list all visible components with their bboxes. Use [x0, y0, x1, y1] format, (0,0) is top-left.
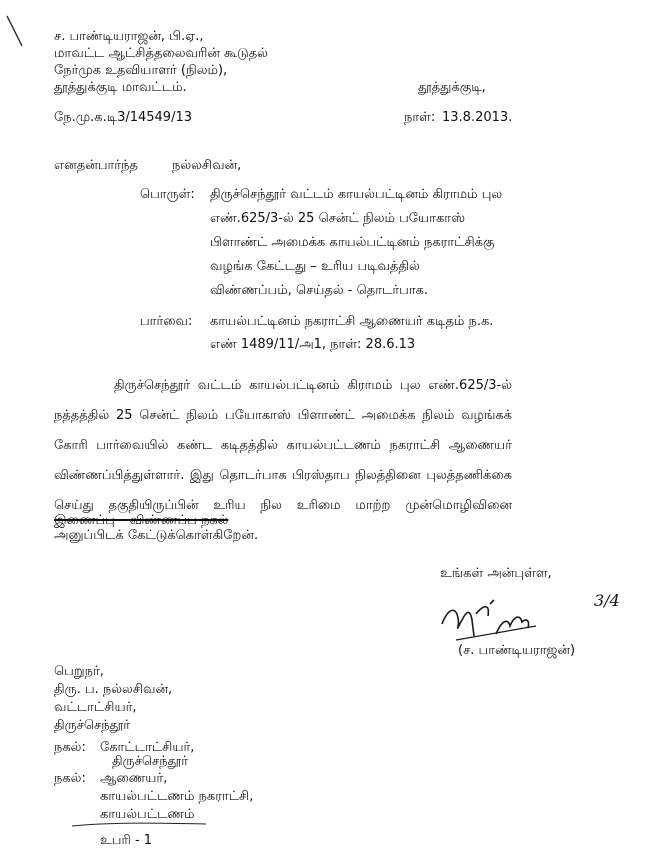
copy-line: கோட்டாட்சியர்,: [100, 740, 195, 755]
sender-name: ச. பாண்டியராஜன், பி.ஏ.,: [54, 29, 204, 44]
reference-line: எண் 1489/11/அ1, நாள்: 28.6.13: [210, 337, 416, 352]
addressee-line: திரு. ப. நல்லசிவன்,: [54, 682, 173, 697]
copy-label: நகல்:: [54, 771, 86, 786]
corner-mark: [4, 14, 28, 50]
signature: [436, 590, 556, 650]
enclosure-note: இணைப்பு – விண்ணப்ப நகல்: [54, 513, 229, 528]
sender-district: தூத்துக்குடி மாவட்டம்.: [54, 80, 187, 95]
footer-copies: உபரி - 1: [100, 833, 153, 848]
copy-label: நகல்:: [54, 740, 86, 755]
underline-stroke: [70, 820, 210, 830]
subject-line: விண்ணப்பம், செய்தல் - தொடர்பாக.: [210, 283, 429, 298]
signature-note: 3/4: [594, 591, 620, 610]
date-value: 13.8.2013.: [442, 110, 513, 125]
copy-line: காயல்பட்டணம்: [100, 807, 195, 822]
recipient-name: நல்லசிவன்,: [172, 158, 242, 173]
copy-line: திருச்செந்தூர்: [112, 754, 189, 769]
addressee-line: வட்டாட்சியர்,: [54, 700, 137, 715]
salutation: எனதன்பார்ந்த: [54, 158, 138, 173]
subject-line: பிளாண்ட் அமைக்க காயல்பட்டினம் நகராட்சிக்கு: [210, 235, 495, 250]
closing: உங்கள் அன்புள்ள,: [440, 566, 552, 581]
subject-line: வழங்க கேட்டது – உரிய படிவத்தில்: [210, 259, 420, 274]
subject-label: பொருள்:: [140, 187, 195, 202]
addressee-line: திருச்செந்தூர்: [54, 718, 131, 733]
body-paragraph: திருச்செந்தூர் வட்டம் காயல்பட்டினம் கிராமம் புல எண்.625/3-ல் நத்தத்தில் 25 சென்ட் நிலம் பயோகாஸ் பிளாண்ட் அமைக்க நிலம் வழங்கக் கோரி பார்வையில் கண்ட கடிதத்தில் காயல்பட்டணம் நகராட்சி ஆணையர் விண்ணப்பித்துள்ளார். இது தொடர்பாக பிரஸ்தாப நிலத்தினை புலத்தணிக்கை செய்து தகுதியிருப்பின் உரிய நில உரிமை மாற்ற முன்மொழிவினை அனுப்பிடக் கேட்டுக்கொள்கிறேன்.: [54, 378, 512, 543]
subject-line: எண்.625/3-ல் 25 சென்ட் நிலம் பயோகாஸ்: [210, 211, 466, 226]
signatory-name: (ச. பாண்டியராஜன்): [458, 643, 576, 658]
place: தூத்துக்குடி,: [418, 80, 486, 95]
reference-line: காயல்பட்டினம் நகராட்சி ஆணையர் கடிதம் ந.க.: [210, 314, 494, 329]
copy-line: காயல்பட்டணம் நகராட்சி,: [100, 789, 254, 804]
sender-title-2: நேர்முக உதவியாளர் (நிலம்),: [54, 63, 228, 78]
sender-title-1: மாவட்ட ஆட்சித்தலைவரின் கூடுதல்: [54, 46, 268, 61]
reference-number: நே.மு.க.டி3/14549/13: [54, 110, 192, 125]
date-label: நாள்:: [404, 110, 436, 125]
reference-label: பார்வை:: [140, 314, 193, 329]
addressee-label: பெறுநர்,: [54, 664, 104, 679]
copy-line: ஆணையர்,: [100, 771, 168, 786]
subject-line: திருச்செந்தூர் வட்டம் காயல்பட்டினம் கிராமம் புல: [210, 187, 503, 202]
